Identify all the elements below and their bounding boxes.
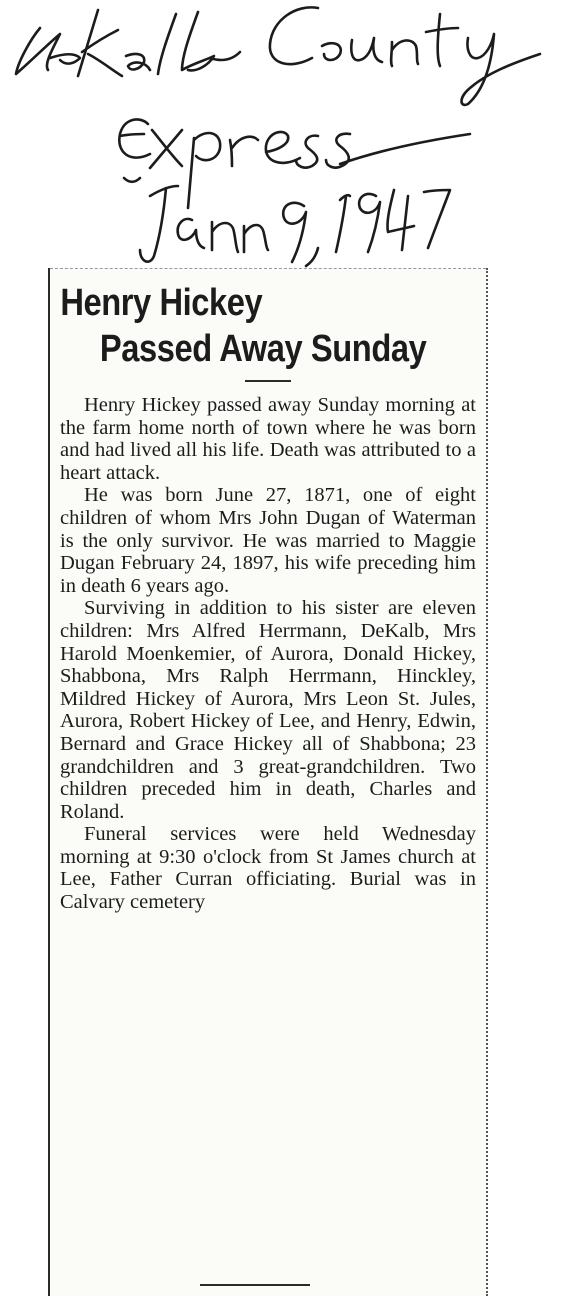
paragraph-funeral: Funeral services were held Wednesday morning at 9:30 o'clock from St James church at Lee, Father Curran officiating. Burial was in Calvary cemetery <box>60 823 476 914</box>
headline-line-2: Passed Away Sunday <box>99 328 427 370</box>
newspaper-clipping <box>48 268 488 1296</box>
article-headline <box>50 268 497 372</box>
paragraph-survivors: Surviving in addition to his sister are eleven children: Mrs Alfred Herrmann, DeKalb, Mrs Harold Moenkemier, of Aurora, Donald Hickey, Shabbona, Mrs Ralph Herrmann, Hinckley, Mildred Hickey of Aurora, Mrs Leon St. Jules, Aurora, Robert Hickey of Lee, and Henry, Edwin, Bernard and Grace Hickey all of Shabbona; 23 grandchildren and 3 great-grandchildren. Two children preceded him in death, Charles and Roland. <box>60 597 476 823</box>
handwritten-note <box>0 0 585 270</box>
handwriting-line-express <box>119 119 470 208</box>
paragraph-biography: He was born June 27, 1871, one of eight children of whom Mrs John Dugan of Waterman is the only survivor. He was married to Maggie Dugan February 24, 1897, his wife preceding him in death 6 years ago. <box>60 484 476 597</box>
article-body <box>50 394 486 914</box>
bottom-divider <box>200 1284 310 1286</box>
handwriting-line-dekalb-county <box>16 7 540 105</box>
paragraph-death-notice: Henry Hickey passed away Sunday morning at the farm home north of town where he was born and had lived all his life. Death was attributed to a heart attack. <box>60 394 476 484</box>
handwriting-line-date <box>140 186 450 266</box>
headline-divider <box>245 380 291 382</box>
headline-line-1: Henry Hickey <box>60 282 263 324</box>
